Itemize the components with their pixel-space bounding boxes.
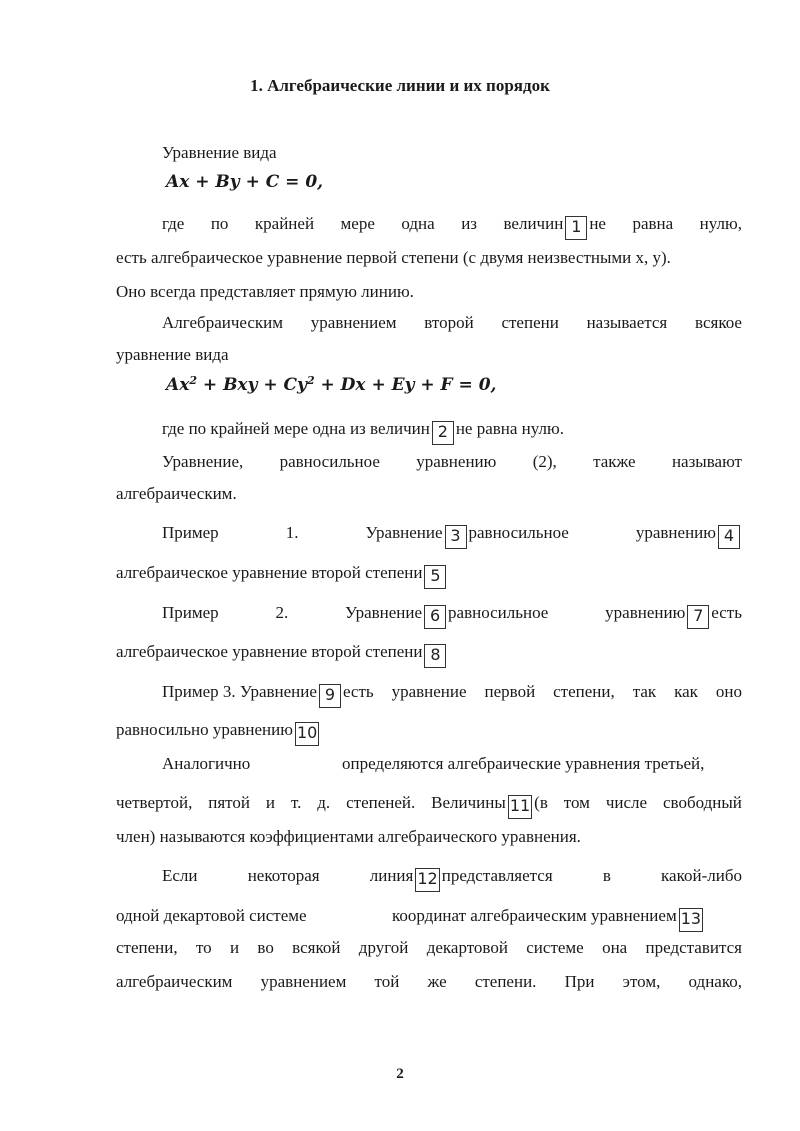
word: степени xyxy=(501,313,559,332)
formula-placeholder-9: 9 xyxy=(319,684,341,708)
word: Уравнение xyxy=(365,523,443,542)
text-line xyxy=(116,936,742,960)
text: не равна нулю. xyxy=(455,419,564,438)
word: представится xyxy=(645,938,742,957)
formula-placeholder-2: 2 xyxy=(432,421,454,445)
word: четвертой, xyxy=(116,793,193,812)
word-group xyxy=(392,904,705,932)
word: степени, xyxy=(553,682,615,701)
word: первой xyxy=(484,682,536,701)
formula-placeholder-12: 12 xyxy=(415,868,439,892)
word: во xyxy=(257,938,274,957)
word: всякой xyxy=(292,938,341,957)
text-line: член) называются коэффициентами алгебраического уравнения. xyxy=(116,827,581,846)
section-heading: 1. Алгебраические линии и их порядок xyxy=(250,76,550,95)
text-line: уравнение вида xyxy=(116,345,229,364)
word-group xyxy=(370,864,553,888)
text-line xyxy=(162,311,742,335)
word: Алгебраическим xyxy=(162,313,284,332)
word: равносильное xyxy=(468,523,569,542)
word: При xyxy=(564,972,595,991)
word: и xyxy=(265,793,276,812)
word: по xyxy=(210,214,229,233)
word: как xyxy=(674,682,698,701)
word: оно xyxy=(715,682,742,701)
text-line xyxy=(162,212,742,236)
word: где xyxy=(162,214,185,233)
word: есть xyxy=(711,603,742,622)
word: алгебраическим xyxy=(116,972,233,991)
word: числе xyxy=(605,793,648,812)
word: Пример xyxy=(162,603,219,622)
text-line xyxy=(162,450,742,474)
formula-placeholder-13: 13 xyxy=(679,908,703,932)
formula-placeholder-5: 5 xyxy=(424,565,446,589)
word: представляется xyxy=(441,866,553,885)
text-line xyxy=(116,718,742,742)
word: второй xyxy=(424,313,474,332)
word: 2. xyxy=(275,603,289,622)
word: том xyxy=(563,793,590,812)
page-number: 2 xyxy=(396,1066,404,1082)
word: Уравнение, xyxy=(162,452,244,471)
text: алгебраическое уравнение второй степени xyxy=(116,642,423,661)
text-line xyxy=(162,864,742,888)
word: мере xyxy=(340,214,375,233)
equation-first-degree: Ax + By + C = 0, xyxy=(166,172,324,192)
formula-placeholder-4: 4 xyxy=(718,525,740,549)
word: Если xyxy=(162,866,198,885)
word: так xyxy=(632,682,657,701)
word: другой xyxy=(358,938,409,957)
word: уравнению xyxy=(605,603,686,622)
word: также xyxy=(593,452,636,471)
word: линия xyxy=(369,866,414,885)
word: равносильное xyxy=(448,603,549,622)
word: всякое xyxy=(695,313,742,332)
text: где по крайней мере одна из величин xyxy=(162,419,430,438)
word: Величины xyxy=(431,793,506,812)
word: уравнение xyxy=(391,682,467,701)
word-group xyxy=(345,601,548,625)
text: алгебраическое уравнение второй степени xyxy=(116,563,423,582)
word: уравнению xyxy=(635,523,716,542)
formula-placeholder-11: 11 xyxy=(508,795,532,819)
word: и xyxy=(229,938,240,957)
word: д. xyxy=(317,793,331,812)
word: декартовой xyxy=(426,938,508,957)
formula-placeholder-3: 3 xyxy=(445,525,467,549)
word: системе xyxy=(526,938,584,957)
word: она xyxy=(602,938,628,957)
equation-second-degree: $Ax^2$ + Bxy + $Cy^2 + Dx + Ey + F = 0$, xyxy=(166,374,497,395)
word: называется xyxy=(586,313,668,332)
word: однако, xyxy=(688,972,742,991)
text-line xyxy=(116,970,742,994)
word: (2), xyxy=(532,452,557,471)
word: 1. xyxy=(285,523,299,542)
text-line xyxy=(116,791,742,815)
word: пятой xyxy=(208,793,250,812)
text: одной декартовой системе xyxy=(116,906,307,925)
text-line xyxy=(162,752,742,776)
word: (в xyxy=(534,793,548,812)
word: уравнению xyxy=(416,452,497,471)
word: одна xyxy=(401,214,435,233)
formula-placeholder-7: 7 xyxy=(687,605,709,629)
word: называют xyxy=(671,452,742,471)
word-group xyxy=(605,601,742,625)
text-line xyxy=(116,640,742,664)
example-2-line xyxy=(162,601,742,625)
text: Аналогично xyxy=(162,754,251,773)
word-group xyxy=(366,521,569,545)
word: в xyxy=(602,866,611,885)
word-group xyxy=(504,212,606,236)
text-line xyxy=(162,417,742,441)
word: не xyxy=(589,214,606,233)
word: крайней xyxy=(254,214,315,233)
word: той xyxy=(374,972,400,991)
word: же xyxy=(427,972,447,991)
word: свободный xyxy=(663,793,742,812)
word: из xyxy=(461,214,478,233)
word-group xyxy=(431,791,548,815)
word: равна xyxy=(632,214,674,233)
word: величин xyxy=(503,214,564,233)
text-line xyxy=(116,904,742,928)
word: степеней. xyxy=(346,793,416,812)
word: то xyxy=(195,938,212,957)
text: равносильно уравнению xyxy=(116,720,293,739)
text-line: есть алгебраическое уравнение первой степени (с двумя неизвестными х, у). xyxy=(116,248,671,267)
formula-placeholder-10: 10 xyxy=(295,722,319,746)
word-group xyxy=(636,521,742,545)
word: Уравнение xyxy=(345,603,423,622)
intro-line: Уравнение вида xyxy=(162,143,277,162)
formula-placeholder-1: 1 xyxy=(565,216,587,240)
text: определяются алгебраические уравнения третьей, xyxy=(342,754,705,773)
text: Пример 3. Уравнение xyxy=(162,682,317,701)
word: степени, xyxy=(116,938,178,957)
word: т. xyxy=(290,793,302,812)
word: уравнением xyxy=(260,972,347,991)
word: какой-либо xyxy=(661,866,742,885)
text: координат алгебраическим уравнением xyxy=(392,906,677,925)
word: есть xyxy=(342,682,374,701)
word-group xyxy=(162,680,374,704)
word: равносильное xyxy=(279,452,380,471)
text-line: Оно всегда представляет прямую линию. xyxy=(116,282,414,301)
word: этом, xyxy=(622,972,661,991)
word: нулю, xyxy=(699,214,742,233)
example-1-line xyxy=(162,521,742,545)
text-line xyxy=(116,561,742,585)
formula-placeholder-8: 8 xyxy=(424,644,446,668)
word: уравнением xyxy=(310,313,397,332)
formula-placeholder-6: 6 xyxy=(424,605,446,629)
text-line: алгебраическим. xyxy=(116,484,237,503)
example-3-line xyxy=(162,680,742,704)
word: некоторая xyxy=(247,866,320,885)
word: Пример xyxy=(162,523,219,542)
word: степени. xyxy=(474,972,537,991)
